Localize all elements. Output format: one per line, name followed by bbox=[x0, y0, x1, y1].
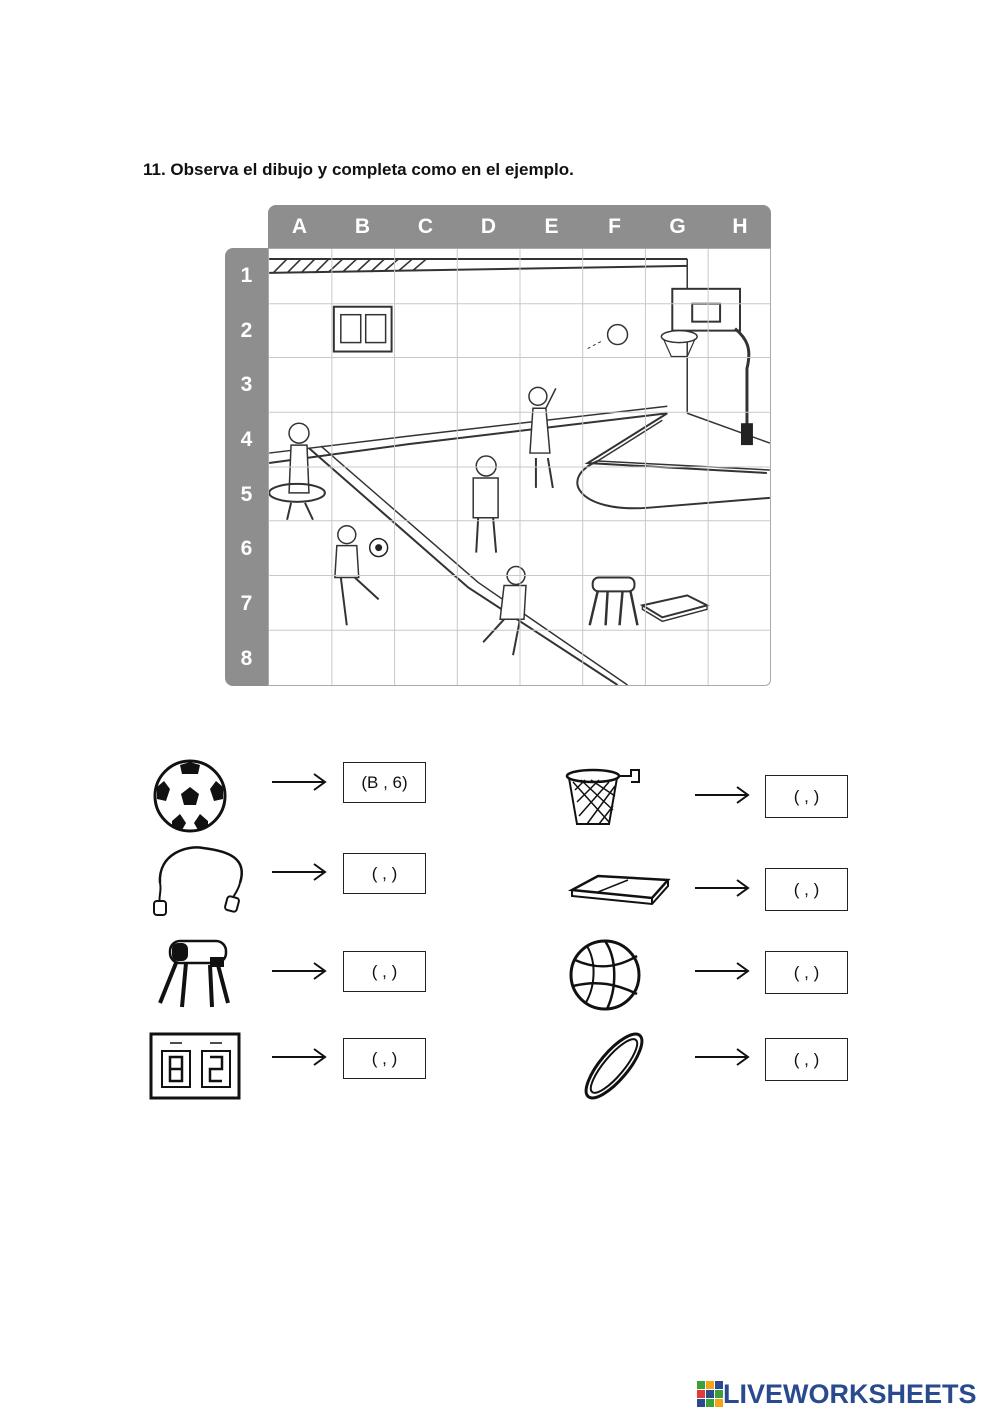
hula-hoop-icon bbox=[574, 1030, 654, 1102]
mat-icon bbox=[568, 870, 672, 912]
basketball-hoop-icon bbox=[563, 766, 643, 830]
row-header-8: 8 bbox=[225, 631, 268, 686]
liveworksheets-logo-icon bbox=[697, 1381, 723, 1407]
column-header-e: E bbox=[520, 205, 583, 248]
answer-box-basketball-hoop[interactable]: ( , ) bbox=[765, 775, 848, 818]
row-header-7: 7 bbox=[225, 576, 268, 631]
row-header-5: 5 bbox=[225, 467, 268, 522]
soccer-ball-icon bbox=[152, 759, 228, 833]
brand-name: LIVEWORKSHEETS bbox=[723, 1378, 977, 1409]
answer-box-jump-rope[interactable]: ( , ) bbox=[343, 853, 426, 894]
exercise-title: 11. Observa el dibujo y completa como en el ejemplo. bbox=[143, 160, 574, 179]
arrow-right-icon bbox=[695, 877, 751, 899]
row-header-3: 3 bbox=[225, 357, 268, 412]
row-header-4: 4 bbox=[225, 412, 268, 467]
column-header-d: D bbox=[457, 205, 520, 248]
liveworksheets-logo bbox=[697, 1376, 977, 1412]
answer-box-soccer-ball[interactable]: (B , 6) bbox=[343, 762, 426, 803]
column-header-a: A bbox=[268, 205, 331, 248]
gym-scene-drawing bbox=[269, 249, 770, 685]
answer-box-basketball[interactable]: ( , ) bbox=[765, 951, 848, 994]
gym-scene bbox=[268, 248, 771, 686]
basketball-icon bbox=[567, 938, 643, 1012]
answer-box-pommel-horse[interactable]: ( , ) bbox=[343, 951, 426, 992]
row-header-1: 1 bbox=[225, 248, 268, 303]
column-header-b: B bbox=[331, 205, 394, 248]
arrow-right-icon bbox=[272, 1046, 328, 1068]
arrow-right-icon bbox=[272, 960, 328, 982]
column-header-f: F bbox=[583, 205, 646, 248]
answer-box-scoreboard[interactable]: ( , ) bbox=[343, 1038, 426, 1079]
scoreboard-icon bbox=[148, 1031, 244, 1103]
answer-box-mat[interactable]: ( , ) bbox=[765, 868, 848, 911]
arrow-right-icon bbox=[695, 1046, 751, 1068]
jump-rope-icon bbox=[148, 843, 252, 917]
arrow-right-icon bbox=[695, 784, 751, 806]
row-header-2: 2 bbox=[225, 303, 268, 358]
column-header-h: H bbox=[709, 205, 771, 248]
answer-box-hoop-ring[interactable]: ( , ) bbox=[765, 1038, 848, 1081]
row-header-6: 6 bbox=[225, 521, 268, 576]
column-header-c: C bbox=[394, 205, 457, 248]
coordinate-grid bbox=[225, 205, 771, 686]
column-header-g: G bbox=[646, 205, 709, 248]
arrow-right-icon bbox=[272, 861, 328, 883]
arrow-right-icon bbox=[272, 771, 328, 793]
arrow-right-icon bbox=[695, 960, 751, 982]
pommel-horse-icon bbox=[152, 937, 232, 1011]
